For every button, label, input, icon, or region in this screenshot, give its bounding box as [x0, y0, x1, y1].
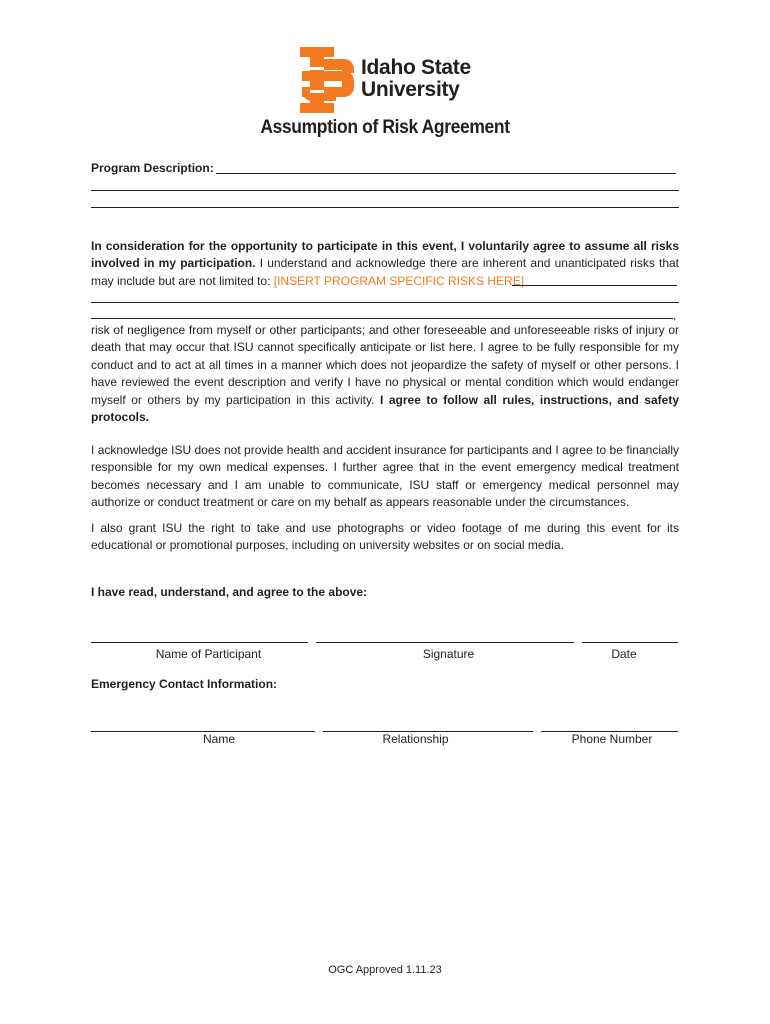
program-description-line-1[interactable] — [216, 173, 676, 174]
risk-paragraph — [91, 238, 679, 290]
agreement-statement: I have read, understand, and agree to the above: — [91, 585, 368, 599]
program-description-line-2[interactable] — [91, 190, 679, 191]
approval-footer: OGC Approved 1.11.23 — [328, 964, 442, 976]
risks-line-2[interactable] — [91, 302, 679, 303]
logo-line-2: University — [361, 78, 460, 101]
program-risks-placeholder: [INSERT PROGRAM SPECIFIC RISKS HERE] — [273, 273, 525, 288]
relationship-label: Relationship — [382, 732, 449, 746]
phone-number-label: Phone Number — [571, 732, 653, 746]
isu-monogram-icon — [298, 47, 356, 113]
signature-line[interactable] — [316, 642, 574, 643]
participant-name-label: Name of Participant — [155, 647, 262, 661]
page-title: Assumption of Risk Agreement — [260, 117, 510, 138]
negligence-paragraph — [91, 322, 679, 426]
risks-line-1[interactable] — [512, 285, 677, 286]
date-label: Date — [611, 647, 637, 661]
logo-line-1: Idaho State — [361, 56, 471, 79]
risk-intro-text: I understand and acknowledge there are inherent and unanticipated risks that may include but are not limited to: — [91, 256, 680, 288]
logo-wordmark — [361, 57, 471, 101]
insurance-paragraph: I acknowledge ISU does not provide health and accident insurance for participants and I agree to be financially responsible for my own medical expenses. I further agree that in the event emergency medical treatment becomes necessary and I am unable to communicate, ISU staff or emergency medical personnel may authorize or conduct treatment or care on my behalf as appears reasonable under the circumstances. — [91, 443, 679, 510]
media-paragraph: I also grant ISU the right to take and use photographs or video footage of me during this event for its educational or promotional purposes, including on university websites or on social media. — [91, 521, 679, 553]
signature-label: Signature — [422, 647, 475, 661]
risks-line-3[interactable] — [91, 318, 673, 319]
university-logo — [298, 47, 488, 113]
negligence-text: risk of negligence from myself or other participants; and other foreseeable and unforeseeable risks of injury or death that may occur that ISU cannot specifically anticipate or list here. I agree to be fully responsible for my conduct and to act at all times in a manner which does not jeopardize the safety of myself or other persons. I have reviewed the event description and verify I have no physical or mental condition which would endanger myself or others by my participation in this activity. — [91, 323, 679, 407]
rules-statement: I agree to follow all rules, instructions, and safety protocols. — [91, 392, 679, 425]
emergency-contact-heading: Emergency Contact Information: — [91, 677, 278, 691]
date-line[interactable] — [582, 642, 678, 643]
participant-name-line[interactable] — [91, 642, 308, 643]
program-description-label: Program Description: — [91, 161, 214, 175]
risks-comma: , — [673, 308, 677, 322]
program-description-line-3[interactable] — [91, 207, 679, 208]
consideration-statement: In consideration for the opportunity to participate in this event, I voluntarily agree to assume all risks involved in my participation. — [91, 239, 679, 271]
emergency-name-label: Name — [202, 732, 235, 746]
